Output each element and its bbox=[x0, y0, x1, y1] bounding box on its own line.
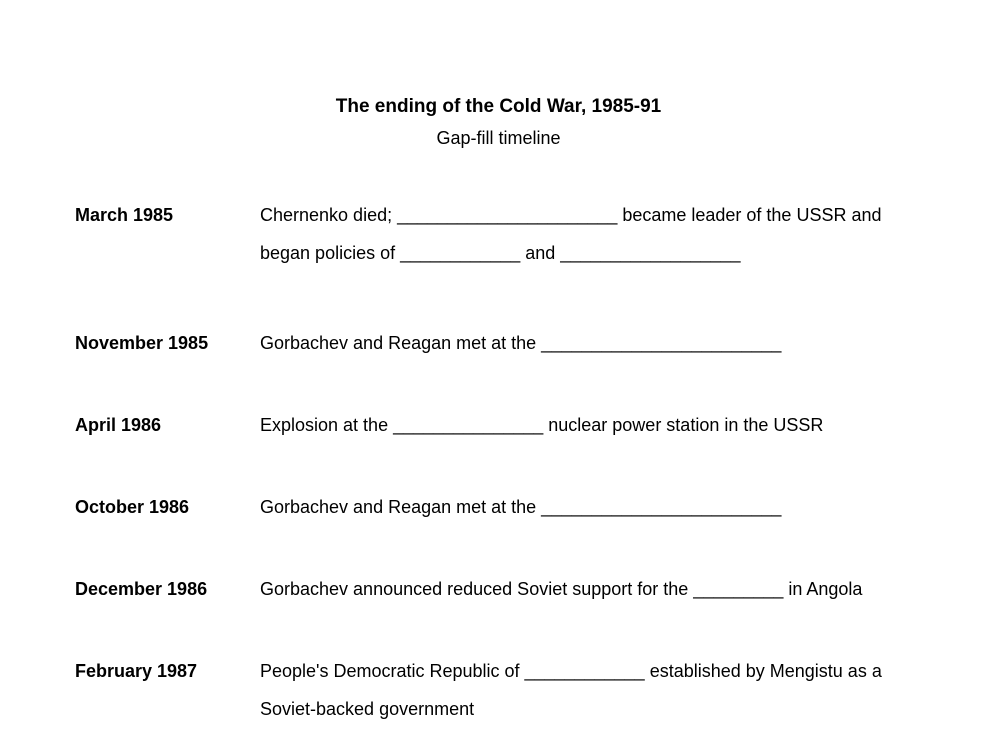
entry-line: Explosion at the _______________ nuclear power station in the USSR bbox=[260, 415, 824, 435]
timeline-date: April 1986 bbox=[75, 415, 162, 435]
entry-line: Chernenko died; ______________________ became leader of the USSR and bbox=[260, 205, 882, 225]
timeline-date: March 1985 bbox=[75, 205, 174, 225]
document-subtitle: Gap-fill timeline bbox=[436, 128, 561, 148]
entry-line: began policies of ____________ and __________________ bbox=[260, 243, 741, 263]
timeline-entry bbox=[260, 196, 997, 272]
timeline-row-october-1986 bbox=[0, 488, 997, 526]
entry-line: People's Democratic Republic of ____________ established by Mengistu as a bbox=[260, 661, 882, 681]
timeline-date: November 1985 bbox=[75, 333, 209, 353]
entry-line: Gorbachev announced reduced Soviet support for the _________ in Angola bbox=[260, 579, 863, 599]
timeline bbox=[0, 196, 997, 728]
document-header bbox=[0, 0, 997, 149]
document-title: The ending of the Cold War, 1985-91 bbox=[335, 96, 662, 117]
entry-line: Soviet-backed government bbox=[260, 699, 475, 719]
timeline-date: December 1986 bbox=[75, 579, 208, 599]
timeline-entry bbox=[260, 324, 997, 362]
timeline-date: February 1987 bbox=[75, 661, 198, 681]
timeline-entry bbox=[260, 652, 997, 728]
timeline-row-november-1985 bbox=[0, 324, 997, 362]
timeline-date: October 1986 bbox=[75, 497, 190, 517]
timeline-entry bbox=[260, 406, 997, 444]
timeline-row-december-1986 bbox=[0, 570, 997, 608]
entry-line: Gorbachev and Reagan met at the ________________________ bbox=[260, 333, 782, 353]
timeline-row-april-1986 bbox=[0, 406, 997, 444]
entry-line: Gorbachev and Reagan met at the ________________________ bbox=[260, 497, 782, 517]
timeline-entry bbox=[260, 570, 997, 608]
timeline-row-february-1987 bbox=[0, 652, 997, 728]
timeline-row-march-1985 bbox=[0, 196, 997, 272]
timeline-entry bbox=[260, 488, 997, 526]
